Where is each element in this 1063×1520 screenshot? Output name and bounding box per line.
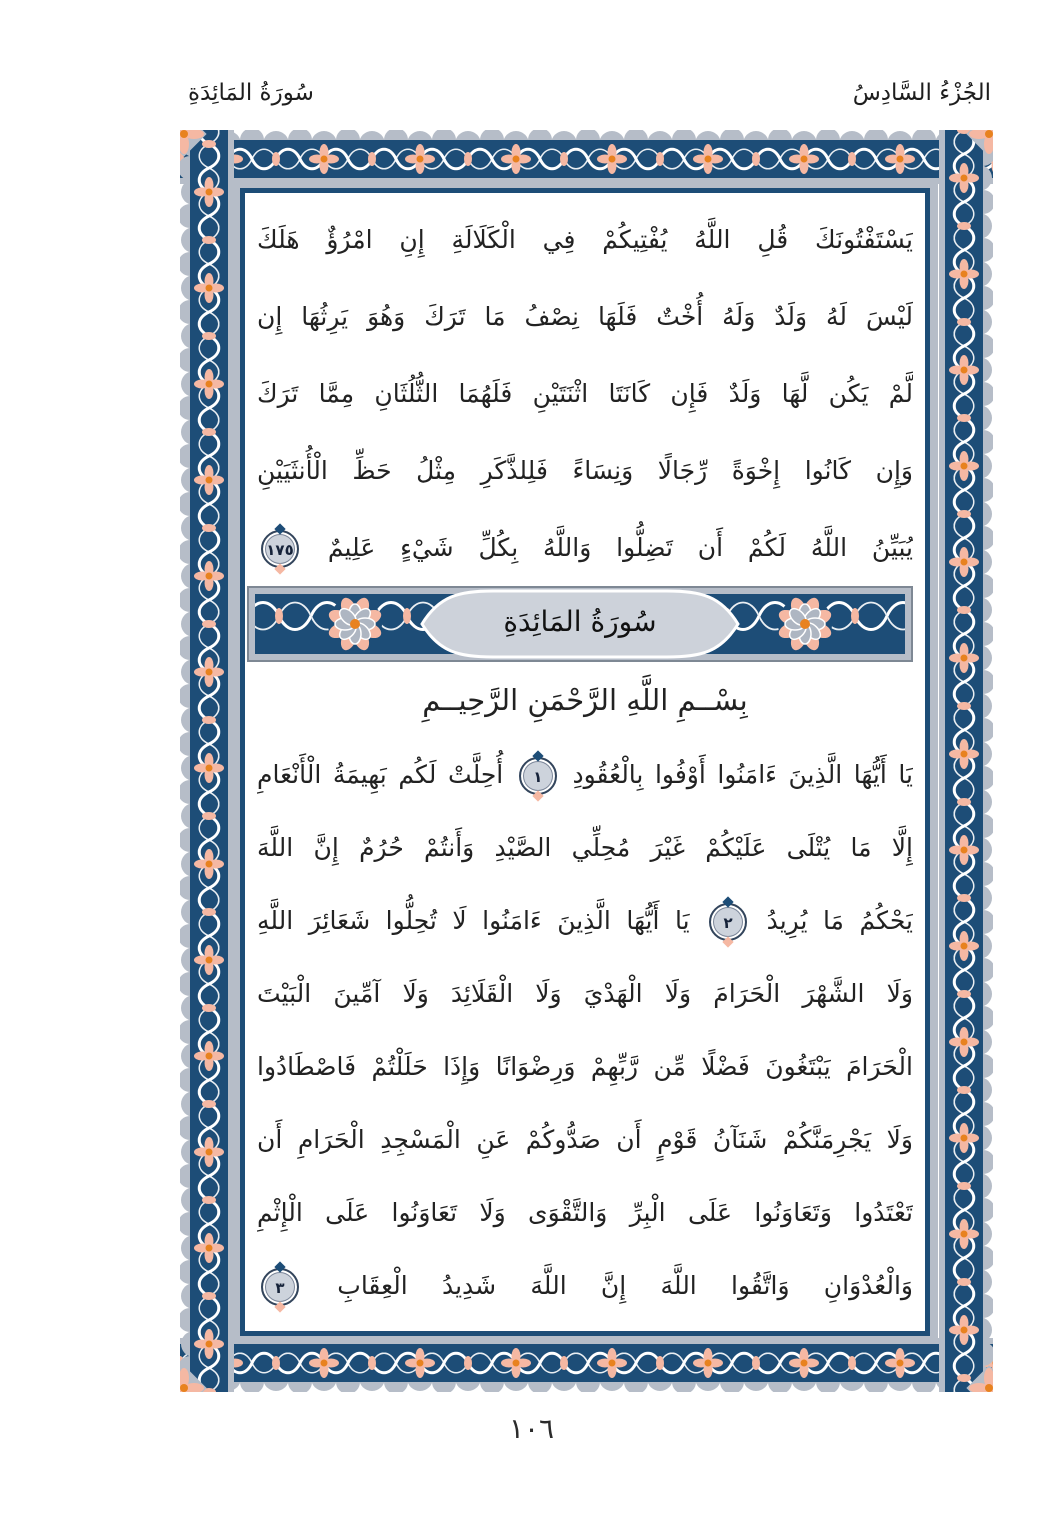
quran-text: يُبَيِّنُ اللَّهُ لَكُمْ أَن تَضِلُّوا وَاللَّهُ بِكُلِّ شَيْءٍ عَلِيمٌ [327,533,913,562]
al-maidah-line-8 [257,1249,913,1322]
quran-text: تَعْتَدُوا وَتَعَاوَنُوا عَلَى الْبِرِّ وَالتَّقْوَى وَلَا تَعَاوَنُوا عَلَى الْإِثْمِ [257,1198,913,1227]
verse-marker-٣: ٣ [261,1268,299,1306]
page-number: ١٠٦ [508,1412,555,1445]
al-maidah-line-7 [257,1176,913,1249]
surah-banner-title: سُورَةُ المَائِدَةِ [503,605,657,638]
quran-text: يَسْتَفْتُونَكَ قُلِ اللَّهُ يُفْتِيكُمْ فِي الْكَلَالَةِ إِنِ امْرُؤٌ هَلَكَ [257,225,913,254]
quran-text: وَالْعُدْوَانِ وَاتَّقُوا اللَّهَ إِنَّ اللَّهَ شَدِيدُ الْعِقَابِ [337,1271,913,1300]
verse-marker-٢: ٢ [709,903,747,941]
al-maidah-line-2 [257,811,913,884]
al-maidah-line-3 [257,884,913,957]
quran-text: يَا أَيُّهَا الَّذِينَ ءَامَنُوا لَا تُحِلُّوا شَعَائِرَ اللَّهِ [257,906,690,935]
quran-text: لَيْسَ لَهُ وَلَدٌ وَلَهُ أُخْتٌ فَلَهَا نِصْفُ مَا تَرَكَ وَهُوَ يَرِثُهَا إِن [257,302,913,331]
an-nisa-line-4 [257,432,913,509]
an-nisa-line-5 [257,509,913,586]
quran-text: إِلَّا مَا يُتْلَى عَلَيْكُمْ غَيْرَ مُحِلِّي الصَّيْدِ وَأَنتُمْ حُرُمٌ إِنَّ اللَّهَ [257,833,913,862]
juz-header: الجُزْءُ السَّادِسُ [852,80,991,106]
an-nisa-line-2 [257,278,913,355]
bismillah: بِسْــمِ اللَّهِ الرَّحْمَنِ الرَّحِيــمِ [422,683,748,717]
quran-text: يَحْكُمُ مَا يُرِيدُ [766,906,913,935]
ayah-block-al-maidah [257,738,913,1322]
an-nisa-line-1 [257,201,913,278]
surah-banner [247,586,913,662]
al-maidah-line-1 [257,738,913,811]
quran-text: وَلَا يَجْرِمَنَّكُمْ شَنَآنُ قَوْمٍ أَن صَدُّوكُمْ عَنِ الْمَسْجِدِ الْحَرَامِ أَن [257,1125,913,1154]
al-maidah-line-5 [257,1030,913,1103]
ayah-block-end-of-an-nisa [257,201,913,586]
quran-text: الْحَرَامَ يَبْتَغُونَ فَضْلًا مِّن رَّبِّهِمْ وَرِضْوَانًا وَإِذَا حَلَلْتُمْ فَاصْطَادُوا [257,1052,913,1081]
quran-text: يَا أَيُّهَا الَّذِينَ ءَامَنُوا أَوْفُوا بِالْعُقُودِ [572,760,913,789]
surah-name-header: سُورَةُ المَائِدَةِ [188,80,314,106]
verse-marker-١٧٥: ١٧٥ [261,530,299,568]
quran-text: أُحِلَّتْ لَكُم بَهِيمَةُ الْأَنْعَامِ [257,760,504,789]
verse-marker-١: ١ [519,757,557,795]
quran-text: وَإِن كَانُوا إِخْوَةً رِّجَالًا وَنِسَاءً فَلِلذَّكَرِ مِثْلُ حَظِّ الْأُنثَيَيْنِ [257,456,913,485]
quran-text-area [240,188,930,1336]
an-nisa-line-3 [257,355,913,432]
quran-text: لَّمْ يَكُن لَّهَا وَلَدٌ فَإِن كَانَتَا اثْنَتَيْنِ فَلَهُمَا الثُّلُثَانِ مِمَّا تَرَكَ [257,379,913,408]
al-maidah-line-6 [257,1103,913,1176]
quran-text: وَلَا الشَّهْرَ الْحَرَامَ وَلَا الْهَدْيَ وَلَا الْقَلَائِدَ وَلَا آمِّينَ الْبَيْتَ [257,979,913,1008]
al-maidah-line-4 [257,957,913,1030]
